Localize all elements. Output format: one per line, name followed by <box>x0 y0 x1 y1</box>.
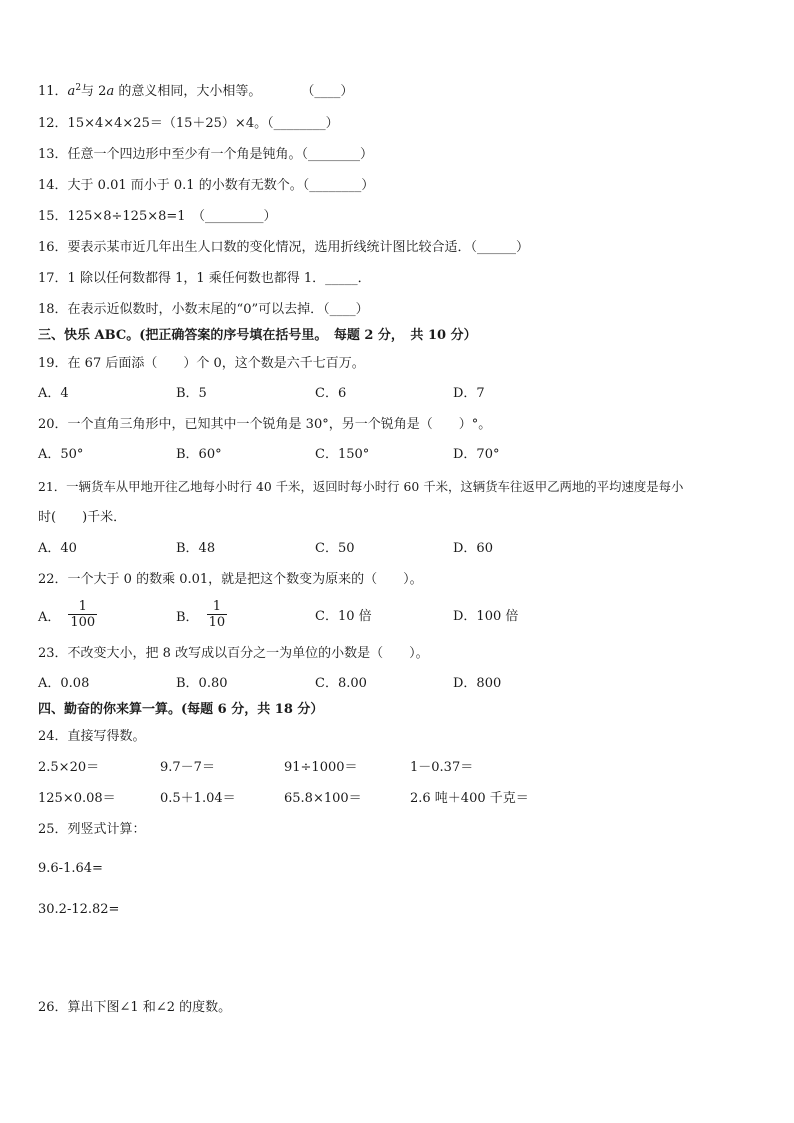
question-19: 19．在 67 后面添（ ）个 0，这个数是六千七百万。 <box>38 356 365 371</box>
question-21-line-2: 时( )千米． <box>38 510 127 525</box>
calc-item: 9.7－7＝ <box>160 760 215 775</box>
q19-option-d[interactable]: D．7 <box>453 386 485 401</box>
question-24: 24．直接写得数。 <box>38 729 146 744</box>
q21-option-c[interactable]: C．50 <box>315 541 355 556</box>
question-18: 18．在表示近似数时，小数末尾的“0”可以去掉．（____） <box>38 302 369 317</box>
q23-option-d[interactable]: D．800 <box>453 676 502 691</box>
question-11: 11．$a^2$与 2a 的意义相同，大小相等。 （____） <box>38 83 354 99</box>
q21-option-b[interactable]: B．48 <box>176 541 216 556</box>
calc-item: 2.6 吨＋400 千克＝ <box>410 791 529 806</box>
q23-option-c[interactable]: C．8.00 <box>315 676 367 691</box>
calc-item: 91÷1000＝ <box>284 760 358 775</box>
q20-option-a[interactable]: A．50° <box>38 447 84 462</box>
question-13: 13．任意一个四边形中至少有一个角是钝角。（________） <box>38 147 374 162</box>
q22-option-a[interactable]: A． $\frac{1}{100}$ <box>38 599 96 630</box>
q20-option-c[interactable]: C．150° <box>315 447 370 462</box>
question-26: 26．算出下图∠1 和∠2 的度数。 <box>38 1000 232 1015</box>
calc-item: 2.5×20＝ <box>38 760 100 775</box>
q20-option-b[interactable]: B．60° <box>176 447 222 462</box>
question-25: 25．列竖式计算： <box>38 822 146 837</box>
answer-blank[interactable]: （____） <box>301 84 354 99</box>
question-20: 20．一个直角三角形中，已知其中一个锐角是 30°，另一个锐角是（ ）°。 <box>38 417 492 432</box>
vertical-calc-item: 30.2-12.82= <box>38 902 120 917</box>
question-14: 14．大于 0.01 而小于 0.1 的小数有无数个。（________） <box>38 178 375 193</box>
question-21-line-1: 21．一辆货车从甲地开往乙地每小时行 40 千米，返回时每小时行 60 千米，这辆货车往返甲乙两地的平均速度是每小 <box>38 479 684 494</box>
fraction-one-tenth: $\frac{1}{10}$ <box>208 599 226 630</box>
section-3-title: 三、快乐 ABC。(把正确答案的序号填在括号里。 每题 2 分， 共 10 分） <box>38 328 477 343</box>
question-23: 23．不改变大小，把 8 改写成以百分之一为单位的小数是（ ）。 <box>38 646 429 661</box>
calc-item: 1－0.37＝ <box>410 760 474 775</box>
q19-option-b[interactable]: B．5 <box>176 386 207 401</box>
q20-option-d[interactable]: D．70° <box>453 447 500 462</box>
q23-option-a[interactable]: A．0.08 <box>38 676 90 691</box>
vertical-calc-item: 9.6-1.64= <box>38 861 103 876</box>
q19-option-c[interactable]: C．6 <box>315 386 347 401</box>
calc-item: 65.8×100＝ <box>284 791 362 806</box>
question-12: 12．15×4×4×25＝（15＋25）×4。（________） <box>38 116 339 131</box>
question-22: 22．一个大于 0 的数乘 0.01，就是把这个数变为原来的（ ）。 <box>38 572 423 587</box>
question-17: 17．1 除以任何数都得 1，1 乘任何数也都得 1．_____． <box>38 271 371 286</box>
q21-option-a[interactable]: A．40 <box>38 541 77 556</box>
calc-item: 125×0.08＝ <box>38 791 116 806</box>
q23-option-b[interactable]: B．0.80 <box>176 676 228 691</box>
section-4-title: 四、勤奋的你来算一算。(每题 6 分，共 18 分） <box>38 702 324 717</box>
q22-option-d[interactable]: D．100 倍 <box>453 609 519 624</box>
q21-option-d[interactable]: D．60 <box>453 541 493 556</box>
q22-option-c[interactable]: C．10 倍 <box>315 609 372 624</box>
question-15: 15．125×8÷125×8=1 （_________） <box>38 209 277 224</box>
q19-option-a[interactable]: A．4 <box>38 386 69 401</box>
calc-item: 0.5＋1.04＝ <box>160 791 236 806</box>
question-16: 16．要表示某市近几年出生人口数的变化情况，选用折线统计图比较合适．（______） <box>38 240 530 255</box>
q22-option-b[interactable]: B． $\frac{1}{10}$ <box>176 599 226 630</box>
fraction-one-hundredth: $\frac{1}{100}$ <box>70 599 96 630</box>
